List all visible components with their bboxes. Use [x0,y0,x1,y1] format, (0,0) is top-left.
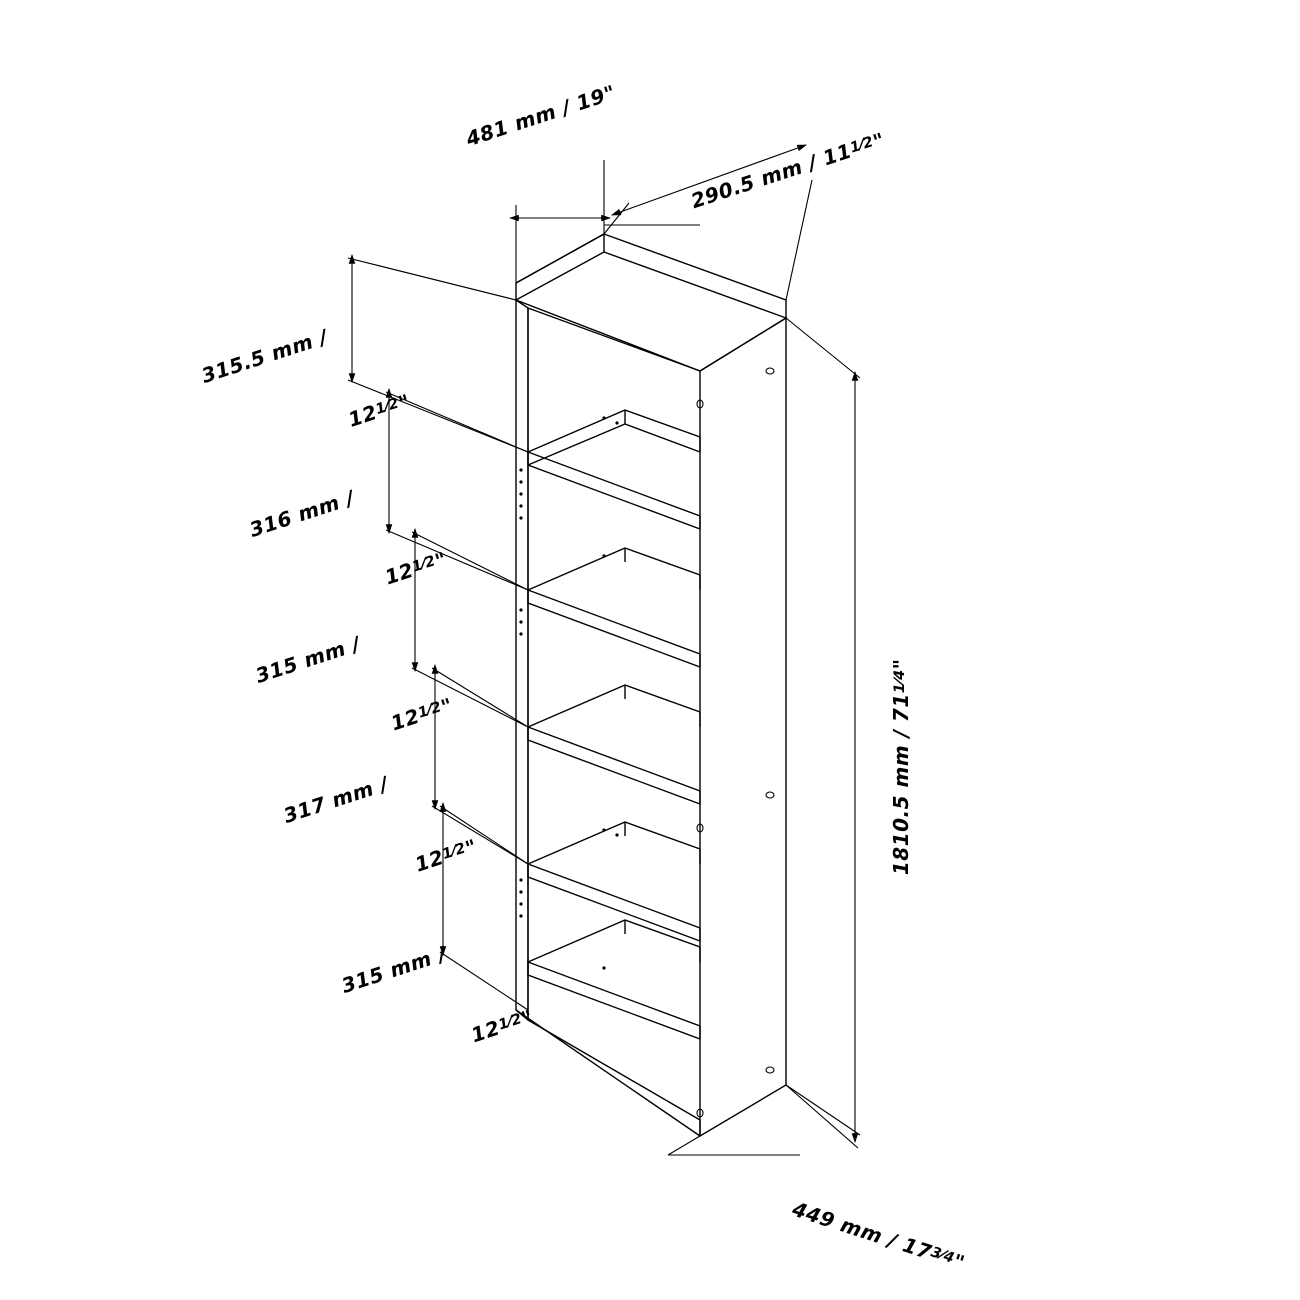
shelf-1 [528,452,700,529]
dim-label-shelf-gap-5: 315 mm / $12^{1⁄2}$" [338,941,537,1048]
dim-label-overall-width: 481 mm / 19" [462,80,619,152]
dim-label-shelf-gap-2: 316 mm / $12^{1⁄2}$" [246,485,450,590]
dim-label-shelf-gap-4: 317 mm / $12^{1⁄2}$" [280,771,481,877]
hole-mid-right [766,792,774,798]
right-side-panel [700,318,786,1136]
bookcase-body [516,234,786,1136]
ext-bottom-left [668,1136,700,1155]
shelf-4 [528,864,700,941]
dim-label-overall-height: 1810.5 mm / $71^{1⁄4}$" [889,658,913,876]
dim-label-base-depth: 449 mm / $17^{3⁄4}$" [789,1196,968,1276]
shelf-1-top [528,424,700,465]
left-side-panel [516,300,528,1020]
shelf-bottom-front [528,920,700,962]
bottom-inner-edge [528,1020,700,1120]
ext-height-top [786,318,860,378]
dim-label-shelf-gap-3: 315 mm / $12^{1⁄2}$" [252,631,456,736]
shelf-bottom [528,962,700,1039]
hole-top-right [766,368,774,374]
shelf-3-front [528,685,700,727]
screw-dots [519,416,618,969]
ext-height-bottom [786,1085,860,1135]
dim-label-overall-depth: 290.5 mm / $11^{1⁄2}$" [687,127,888,214]
top-panel-left-edge [516,234,604,300]
shelf-2-front [528,548,700,590]
hole-low-right [766,1067,774,1073]
dim-label-shelf-gap-1: 315.5 mm / $12^{1⁄2}$" [198,324,414,432]
shelf-2 [528,590,700,667]
dowel-holes [697,368,774,1117]
shelf-3 [528,727,700,804]
ext-bottom-right [786,1085,858,1148]
interior-top-edge [528,308,700,371]
shelf-1-front [528,410,700,452]
shelf-4-front [528,822,700,864]
